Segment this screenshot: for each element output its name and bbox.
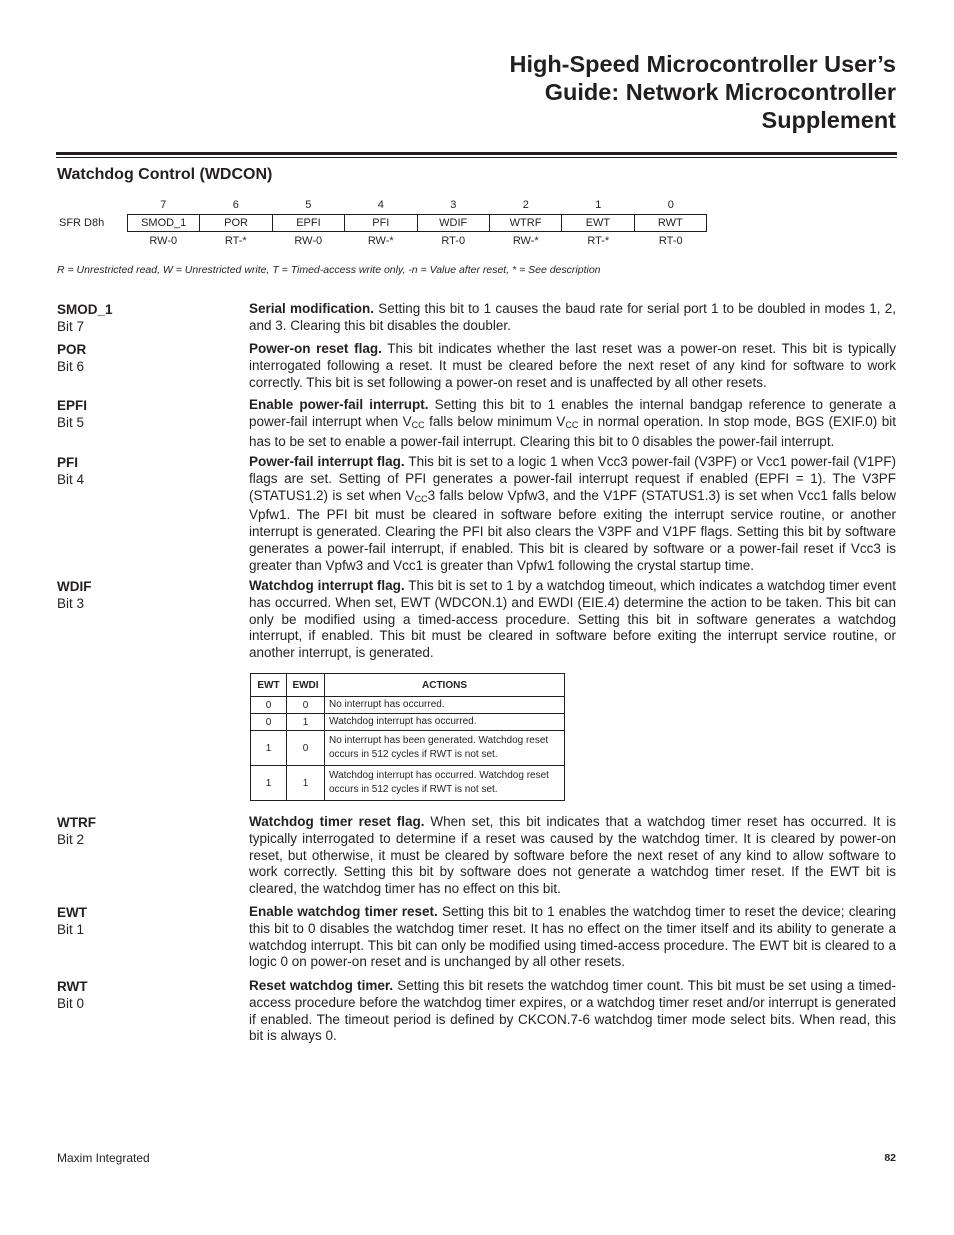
bit-description-text: This bit is set to 1 by a watchdog timeout, which indicates a watchdog timer event has occurred. When set, EWT (WDCON.1) and EWDI (EIE.4) determine the action to be taken. This bit can only be modified using a timed-access procedure. Setting this bit in software generates a watchdog interrupt, if enabled. This bit must be cleared in software before exiting the interrupt service routine, or another interrupt, is generated. — [249, 578, 896, 661]
column-header: ACTIONS — [325, 674, 565, 697]
table-row — [251, 714, 565, 731]
access-value: RT-* — [224, 235, 247, 247]
footer-company: Maxim Integrated — [57, 1151, 150, 1165]
table-row — [251, 731, 565, 766]
table-cell: 1 — [287, 766, 325, 801]
bit-description — [249, 904, 896, 971]
table-cell: 1 — [287, 714, 325, 731]
bit-name: PFI — [57, 455, 79, 470]
bit-position: Bit 5 — [57, 415, 85, 430]
table-cell: 1 — [251, 766, 287, 801]
bit-position: Bit 3 — [57, 596, 85, 611]
table-row — [251, 697, 565, 714]
access-value: RW-0 — [294, 235, 323, 247]
register-bit-cell: EWT — [562, 215, 634, 232]
access-row — [127, 235, 707, 247]
bit-number: 5 — [305, 199, 312, 211]
bit-number-row — [127, 199, 707, 213]
bit-name: WTRF — [57, 815, 96, 830]
title-line-1: High-Speed Microcontroller User’s — [509, 51, 896, 77]
bit-description — [249, 454, 896, 575]
watchdog-actions-table — [250, 673, 565, 801]
bit-number: 0 — [667, 199, 674, 211]
bit-description-text: When set, this bit indicates that a watchdog timer reset has occurred. It is typically interrogated to determine if a reset was caused by the watchdog timer. It is cleared by power-on reset, but otherwise, it must be cleared by software before the next reset of any kind to allow software to work correctly. Setting this bit by software does not generate a watchdog timer reset. If the EWT bit is cleared, the watchdog timer has no effect on this bit. — [249, 814, 896, 897]
bit-number: 7 — [160, 199, 167, 211]
bit-description — [249, 978, 896, 1045]
bit-description — [249, 578, 896, 662]
access-value: RT-* — [587, 235, 610, 247]
bit-number: 3 — [450, 199, 457, 211]
bit-description-text: falls below minimum V — [424, 413, 566, 429]
section-heading: Watchdog Control (WDCON) — [57, 166, 273, 183]
title-divider-thin — [56, 157, 897, 158]
bit-position: Bit 0 — [57, 996, 85, 1011]
register-bit-row — [128, 215, 707, 232]
access-legend: R = Unrestricted read, W = Unrestricted write, T = Timed-access write only, -n = Value after reset, * = See description — [57, 264, 601, 276]
bit-name: POR — [57, 342, 87, 357]
bit-description-heading: Serial modification. — [249, 301, 374, 316]
table-cell: Watchdog interrupt has occurred. — [325, 714, 565, 731]
bit-number: 6 — [232, 199, 239, 211]
bit-description-heading: Reset watchdog timer. — [249, 978, 394, 993]
bit-number: 4 — [377, 199, 384, 211]
access-value: RT-0 — [441, 235, 466, 247]
table-cell: 0 — [287, 697, 325, 714]
bit-position: Bit 2 — [57, 832, 85, 847]
bit-position: Bit 7 — [57, 319, 85, 334]
bit-description-text: Setting this bit to 1 enables the watchdog timer to reset the device; clearing this bit to 0 disables the watchdog timer reset. It has no effect on the timer itself and its ability to generate a watchdog interrupt. This bit can only be modified using timed-access procedure. The EWT bit is cleared to a logic 0 on power-on reset and is unchanged by all other resets. — [249, 904, 896, 970]
access-value: RW-0 — [149, 235, 178, 247]
subscript: CC — [414, 493, 428, 504]
bit-name: EWT — [57, 905, 87, 920]
bit-description — [249, 341, 896, 391]
bit-name: WDIF — [57, 579, 92, 594]
bit-description-heading: Power-fail interrupt flag. — [249, 454, 405, 469]
register-bit-cell: WDIF — [417, 215, 489, 232]
register-bit-cell: RWT — [634, 215, 706, 232]
table-cell: Watchdog interrupt has occurred. Watchdog reset occurs in 512 cycles if RWT is not set. — [325, 766, 565, 801]
bit-description-text: Setting this bit to 1 causes the baud rate for serial port 1 to be doubled in modes 1, 2, and 3. Clearing this bit disables the doubler. — [249, 301, 896, 333]
bit-name: RWT — [57, 979, 88, 994]
bit-description-text: in normal operation. In stop mode, BGS (EXIF.0) bit has to be set to enable a power-fail interrupt. Clearing this bit to 0 disables the power-fail interrupt. — [249, 413, 896, 449]
access-value: RW-* — [367, 235, 394, 247]
table-cell: No interrupt has occurred. — [325, 697, 565, 714]
sfr-address-label: SFR D8h — [59, 217, 105, 229]
bit-description-heading: Enable power-fail interrupt. — [249, 397, 429, 412]
register-bit-table — [127, 214, 707, 232]
bit-description-heading: Power-on reset flag. — [249, 341, 382, 356]
column-header: EWT — [251, 674, 287, 697]
title-divider-thick — [56, 152, 897, 155]
subscript: CC — [411, 419, 425, 430]
document-title — [296, 50, 896, 134]
bit-description-heading: Enable watchdog timer reset. — [249, 904, 438, 919]
register-bit-cell: PFI — [345, 215, 417, 232]
page-number: 82 — [884, 1152, 896, 1164]
bit-description-text: This bit indicates whether the last reset was a power-on reset. This bit is typically interrogated following a reset. It must be cleared before the next reset of any kind for software to work correctly. This bit is set following a power-on reset and is unaffected by all other resets. — [249, 341, 897, 390]
bit-description-text: 3 falls below Vpfw3, and the V1PF (STATUS1.3) is set when Vcc1 falls below Vpfw1. The PFI bit must be cleared in software before exiting the interrupt service routine, or another interrupt is generated. Clearing the PFI bit also clears the V3PF and V1PF flags. Setting this bit by software generates a power-fail interrupt, if enabled. This bit is cleared by software or a power-fail reset if Vcc3 is greater than Vpfw3 and Vcc1 is greater than Vpfw1 following the crystal startup time. — [249, 487, 896, 573]
bit-name: EPFI — [57, 398, 88, 413]
table-row — [251, 766, 565, 801]
title-line-2: Guide: Network Microcontroller — [544, 79, 896, 105]
access-value: RT-0 — [658, 235, 683, 247]
register-bit-cell: WTRF — [489, 215, 561, 232]
column-header: EWDI — [287, 674, 325, 697]
register-bit-cell: POR — [200, 215, 272, 232]
bit-description-text: Setting this bit resets the watchdog timer count. This bit must be set using a timed-access procedure before the watchdog timer expires, or a watchdog timer reset and/or interrupt is generated if enabled. The timeout period is defined by CKCON.7-6 watchdog timer mode select bits. When read, this bit is always 0. — [249, 978, 896, 1044]
table-header-row — [251, 674, 565, 697]
table-cell: 0 — [287, 731, 325, 766]
table-cell: 0 — [251, 714, 287, 731]
bit-name: SMOD_1 — [57, 302, 113, 317]
bit-description-text: Setting this bit to 1 enables the internal bandgap reference to generate a power-fail interrupt when V — [249, 397, 896, 429]
bit-position: Bit 4 — [57, 472, 85, 487]
bit-description-text: This bit is set to a logic 1 when Vcc3 power-fail (V3PF) or Vcc1 power-fail (V1PF) flags are set. Setting of PFI generates a power-fail interrupt request if enabled (EPFI = 1). The V3PF (STATUS1.2) is set when V — [249, 454, 897, 503]
table-cell: 1 — [251, 731, 287, 766]
bit-description — [249, 814, 896, 898]
bit-position: Bit 6 — [57, 359, 85, 374]
bit-description — [249, 397, 896, 450]
bit-description-heading: Watchdog interrupt flag. — [249, 578, 405, 593]
bit-number: 1 — [595, 199, 602, 211]
register-bit-cell: EPFI — [272, 215, 344, 232]
title-line-3: Supplement — [761, 107, 896, 133]
table-cell: No interrupt has been generated. Watchdog reset occurs in 512 cycles if RWT is not set. — [325, 731, 565, 766]
access-value: RW-* — [512, 235, 539, 247]
bit-number: 2 — [522, 199, 529, 211]
bit-description-heading: Watchdog timer reset flag. — [249, 814, 425, 829]
register-bit-cell: SMOD_1 — [128, 215, 200, 232]
bit-description — [249, 301, 896, 335]
bit-position: Bit 1 — [57, 922, 85, 937]
table-cell: 0 — [251, 697, 287, 714]
subscript: CC — [565, 419, 579, 430]
